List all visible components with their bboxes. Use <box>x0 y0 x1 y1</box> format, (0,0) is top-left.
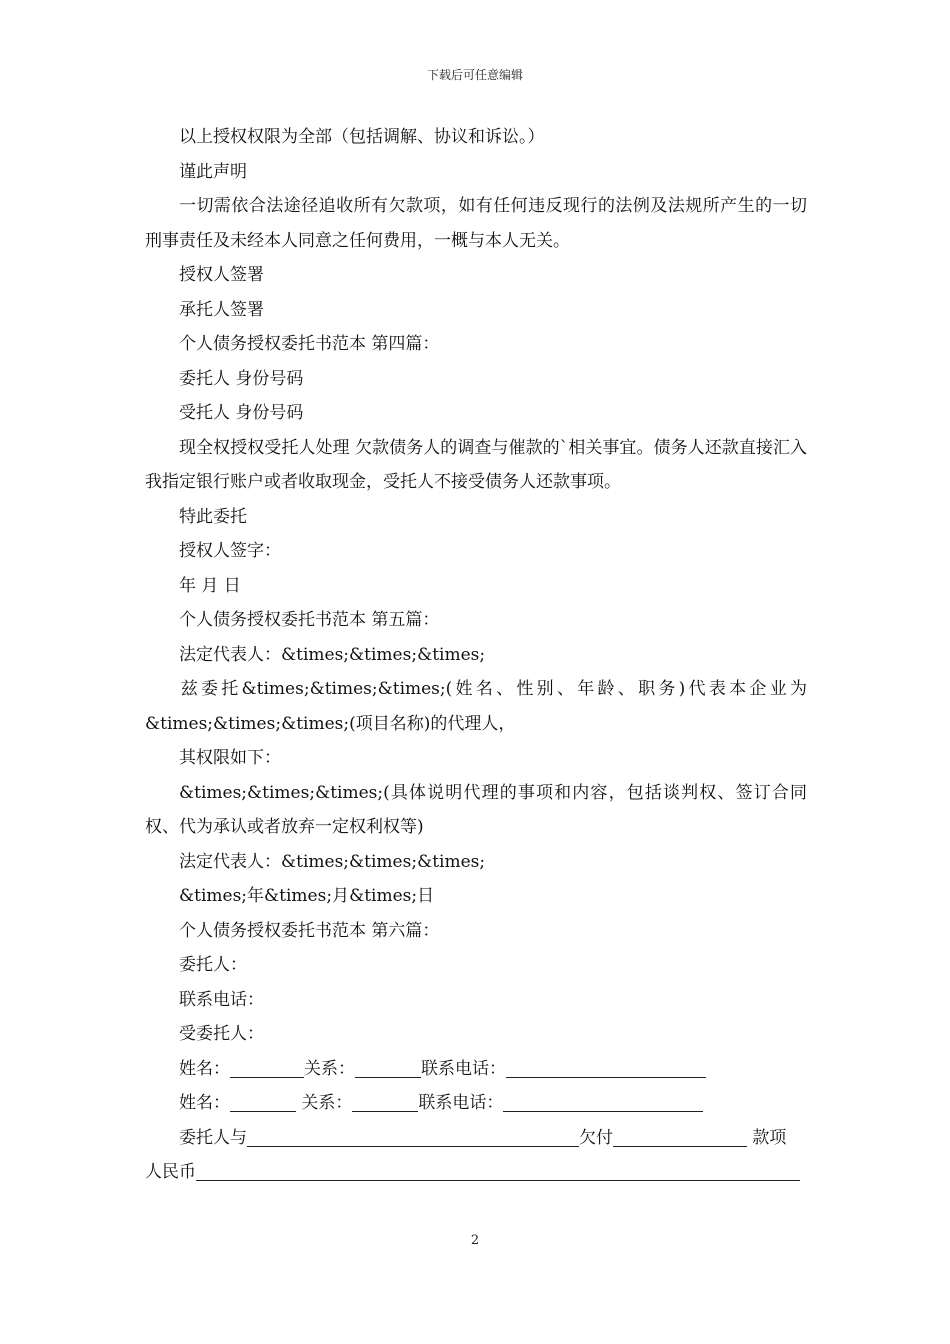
name-blank[interactable] <box>230 1057 304 1078</box>
form-row <box>145 1086 807 1121</box>
paragraph: 以上授权权限为全部（包括调解、协议和诉讼。） <box>179 127 545 147</box>
funds-label: 款项 <box>752 1127 787 1148</box>
paragraph: 授权人签署 <box>179 265 264 285</box>
relation-label: 关系： <box>304 1058 355 1079</box>
paragraph: 委托人： <box>179 955 247 975</box>
paragraph: 委托人 身份号码 <box>179 368 304 389</box>
currency-blank[interactable] <box>196 1160 800 1181</box>
document-body <box>145 120 807 1190</box>
paragraph: 法定代表人：&times;&times;&times; <box>179 644 486 665</box>
form-row <box>145 1121 807 1156</box>
form-row <box>145 1155 807 1190</box>
relation-label: 关系： <box>301 1093 353 1113</box>
debtor-blank[interactable] <box>247 1126 579 1147</box>
section-heading: 个人债务授权委托书范本 第五篇： <box>179 610 440 630</box>
paragraph: 兹委托&times;&times;&times;(姓名、性别、年龄、职务)代表本企业为&times;&times;&times;(项目名称)的代理人， <box>145 679 807 734</box>
name-label: 姓名： <box>179 1093 230 1113</box>
paragraph: 授权人签字： <box>179 541 281 561</box>
owes-label: 欠付 <box>579 1127 613 1148</box>
amount-blank[interactable] <box>613 1126 747 1147</box>
relation-blank[interactable] <box>352 1091 418 1112</box>
paragraph: 承托人签署 <box>179 299 264 320</box>
phone-blank[interactable] <box>503 1091 703 1112</box>
name-label: 姓名： <box>179 1058 230 1079</box>
page-header: 下载后可任意编辑 <box>426 68 523 82</box>
section-heading: 个人债务授权委托书范本 第六篇： <box>179 920 440 941</box>
paragraph: 受委托人： <box>179 1024 264 1044</box>
phone-blank[interactable] <box>506 1057 706 1078</box>
phone-label: 联系电话： <box>421 1058 506 1079</box>
paragraph: 法定代表人：&times;&times;&times; <box>179 851 486 872</box>
phone-label: 联系电话： <box>418 1093 504 1113</box>
section-heading: 个人债务授权委托书范本 第四篇： <box>179 334 440 354</box>
paragraph: 谨此声明 <box>179 161 247 182</box>
date-line: &times;年&times;月&times;日 <box>179 886 435 906</box>
paragraph: 现全权授权受托人处理 欠款债务人的调查与催款的`相关事宜。债务人还款直接汇入我指定银行账户或者收取现金，受托人不接受债务人还款事项。 <box>145 437 807 492</box>
page-number: 2 <box>470 1233 480 1248</box>
paragraph: 受托人 身份号码 <box>179 403 304 423</box>
currency-label: 人民币 <box>145 1162 196 1182</box>
name-blank[interactable] <box>230 1091 296 1112</box>
principal-label: 委托人与 <box>179 1127 247 1148</box>
relation-blank[interactable] <box>355 1057 421 1078</box>
paragraph: &times;&times;&times;(具体说明代理的事项和内容，包括谈判权、签订合同权、代为承认或者放弃一定权利权等) <box>145 782 807 837</box>
form-row <box>145 1052 807 1087</box>
date-line: 年 月 日 <box>179 575 241 596</box>
paragraph: 联系电话： <box>179 989 264 1010</box>
paragraph: 特此委托 <box>179 506 247 527</box>
paragraph: 其权限如下： <box>179 748 281 768</box>
paragraph: 一切需依合法途径追收所有欠款项，如有任何违反现行的法例及法规所产生的一切刑事责任及未经本人同意之任何费用，一概与本人无关。 <box>145 196 807 251</box>
